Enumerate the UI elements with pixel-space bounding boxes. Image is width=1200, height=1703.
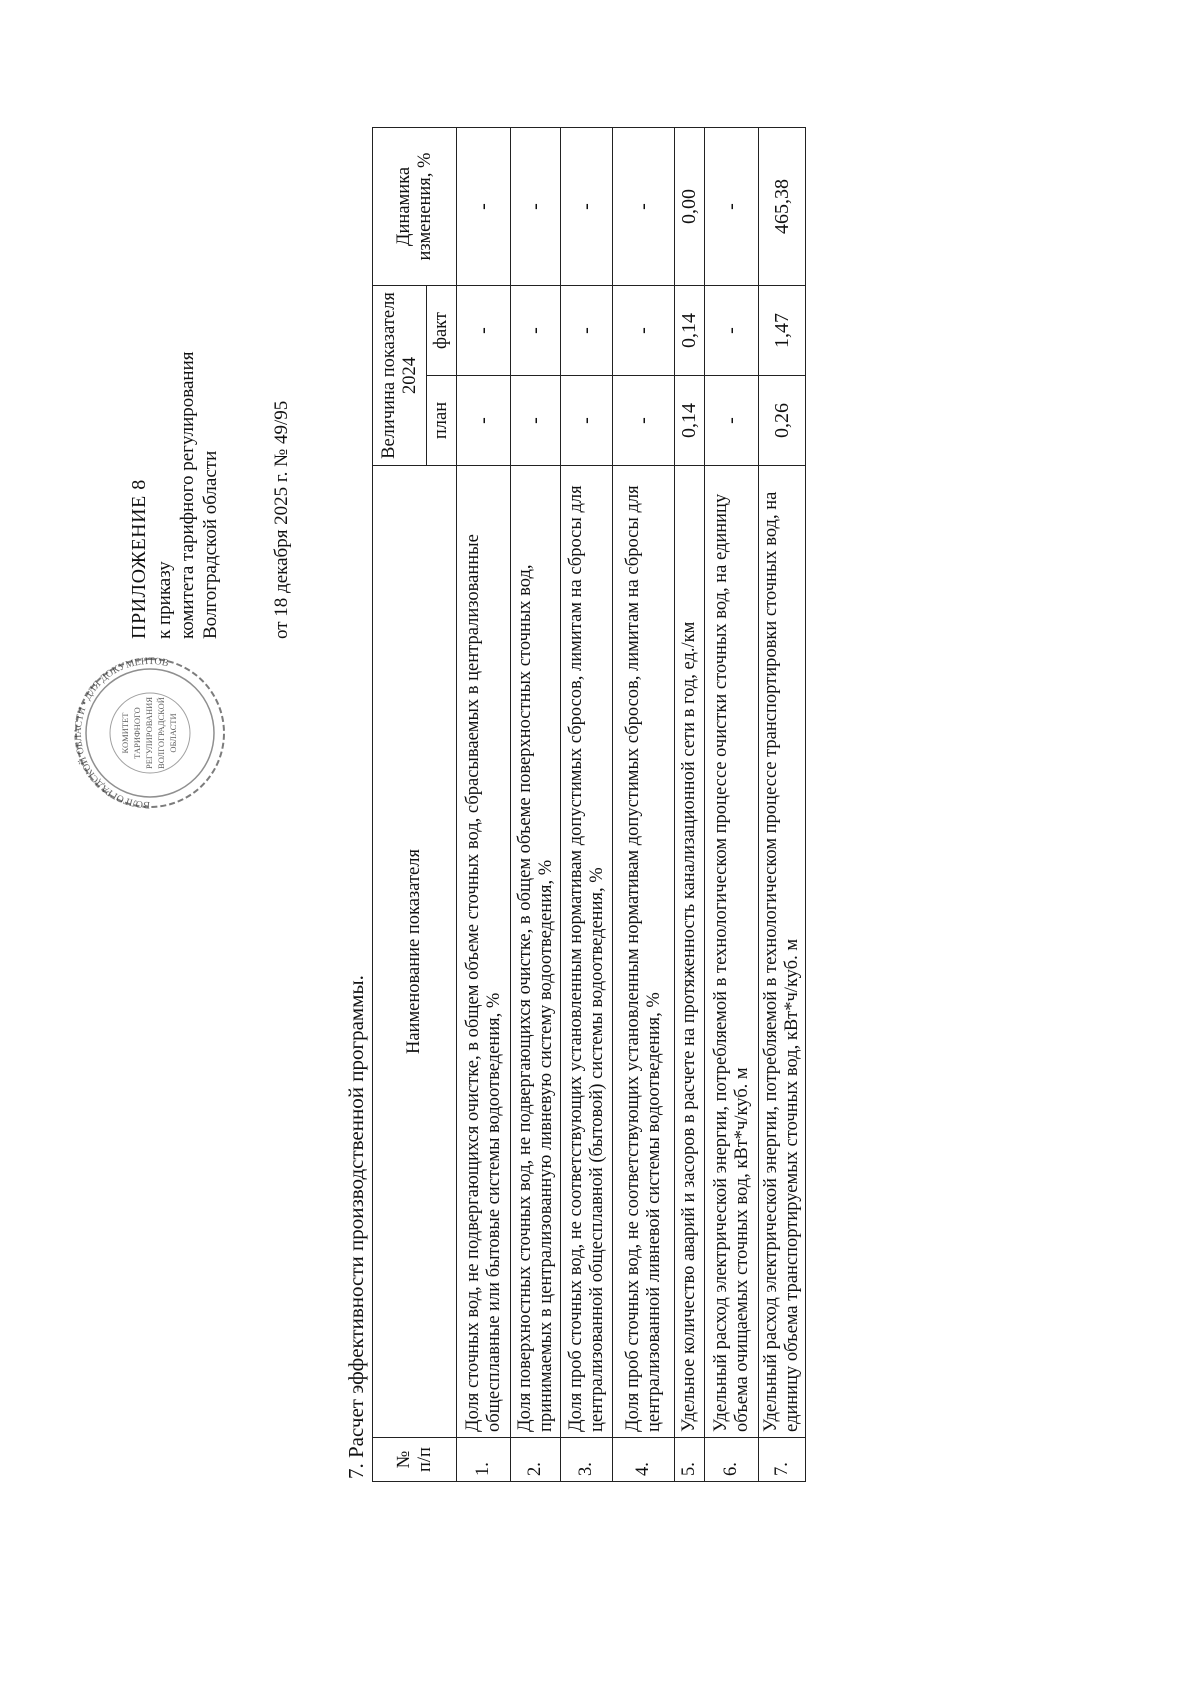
table-row [561, 128, 613, 1482]
row-name: Доля проб сточных вод, не соответствующих установленным нормативам допустимых сбросов, лимитам на сбросы для централизованной ливневой системы водоотведения, % [613, 466, 675, 1438]
row-name: Удельное количество аварий и засоров в расчете на протяженность канализационной сети в год, ед./км [675, 466, 705, 1438]
table-row [457, 128, 511, 1482]
row-num: 1. [457, 1438, 511, 1482]
table-row [675, 128, 705, 1482]
appendix-title: ПРИЛОЖЕНИЕ 8 [128, 479, 150, 639]
header-line: Волгоградской области [200, 450, 221, 639]
seal-ring-text: ВОЛГОГРАДСКОЙ ОБЛАСТИ • ДЛЯ ДОКУМЕНТОВ [72, 655, 170, 811]
row-plan: - [511, 376, 561, 466]
header-name: Наименование показателя [373, 466, 457, 1438]
row-dynamics: 465,38 [759, 128, 806, 286]
efficiency-table [372, 127, 806, 1482]
row-plan: - [705, 376, 759, 466]
header-num: № п/п [373, 1438, 457, 1482]
row-plan: 0,26 [759, 376, 806, 466]
table-row [511, 128, 561, 1482]
row-num: 7. [759, 1438, 806, 1482]
row-fact: - [561, 286, 613, 376]
section-title: 7. Расчет эффективности производственной программы. [344, 975, 368, 1479]
seal-line: РЕГУЛИРОВАНИЯ [144, 697, 154, 769]
row-name: Удельный расход электрической энергии, потребляемой в технологическом процессе транспортировки сточных вод, на единицу объема транспортируемых сточных вод, кВт*ч/куб. м [759, 466, 806, 1438]
row-plan: - [457, 376, 511, 466]
row-fact: - [511, 286, 561, 376]
row-plan: - [561, 376, 613, 466]
seal-line: ОБЛАСТИ [168, 713, 178, 753]
row-name: Удельный расход электрической энергии, потребляемой в технологическом процессе очистки сточных вод, на единицу объема очищаемых сточных вод, кВт*ч/куб. м [705, 466, 759, 1438]
table-row [759, 128, 806, 1482]
row-dynamics: - [457, 128, 511, 286]
header-dynamics: Динамика изменения, % [373, 128, 457, 286]
header-line: к приказу [154, 561, 175, 639]
row-dynamics: - [511, 128, 561, 286]
order-date: от 18 декабря 2025 г. № 49/95 [271, 400, 292, 639]
row-fact: - [457, 286, 511, 376]
row-num: 6. [705, 1438, 759, 1482]
row-name: Доля поверхностных сточных вод, не подвергающихся очистке, в общем объеме поверхностных сточных вод, принимаемых в централизованную ливневую систему водоотведения, % [511, 466, 561, 1438]
row-dynamics: - [705, 128, 759, 286]
row-plan: 0,14 [675, 376, 705, 466]
row-fact: 1,47 [759, 286, 806, 376]
row-num: 4. [613, 1438, 675, 1482]
header-plan: план [427, 376, 457, 466]
row-dynamics: - [613, 128, 675, 286]
row-num: 5. [675, 1438, 705, 1482]
row-name: Доля сточных вод, не подвергающихся очистке, в общем объеме сточных вод, сбрасываемых в централизованные общесплавные или бытовые системы водоотведения, % [457, 466, 511, 1438]
row-fact: - [613, 286, 675, 376]
row-fact: 0,14 [675, 286, 705, 376]
seal-line: КОМИТЕТ [120, 712, 130, 754]
seal-line: ТАРИФНОГО [132, 707, 142, 759]
seal-line: ВОЛГОГРАДСКОЙ [156, 697, 166, 769]
table-row [705, 128, 759, 1482]
header-line: комитета тарифного регулирования [177, 351, 198, 639]
row-num: 2. [511, 1438, 561, 1482]
row-num: 3. [561, 1438, 613, 1482]
row-plan: - [613, 376, 675, 466]
row-dynamics: - [561, 128, 613, 286]
row-fact: - [705, 286, 759, 376]
row-dynamics: 0,00 [675, 128, 705, 286]
header-value-group: Величина показателя 2024 [373, 286, 427, 466]
header-fact: факт [427, 286, 457, 376]
official-seal [70, 653, 230, 813]
table-row [613, 128, 675, 1482]
document-header [128, 19, 293, 639]
row-name: Доля проб сточных вод, не соответствующих установленным нормативам допустимых сбросов, лимитам на сбросы для централизованной общесплавной (бытовой) системы водоотведения, % [561, 466, 613, 1438]
